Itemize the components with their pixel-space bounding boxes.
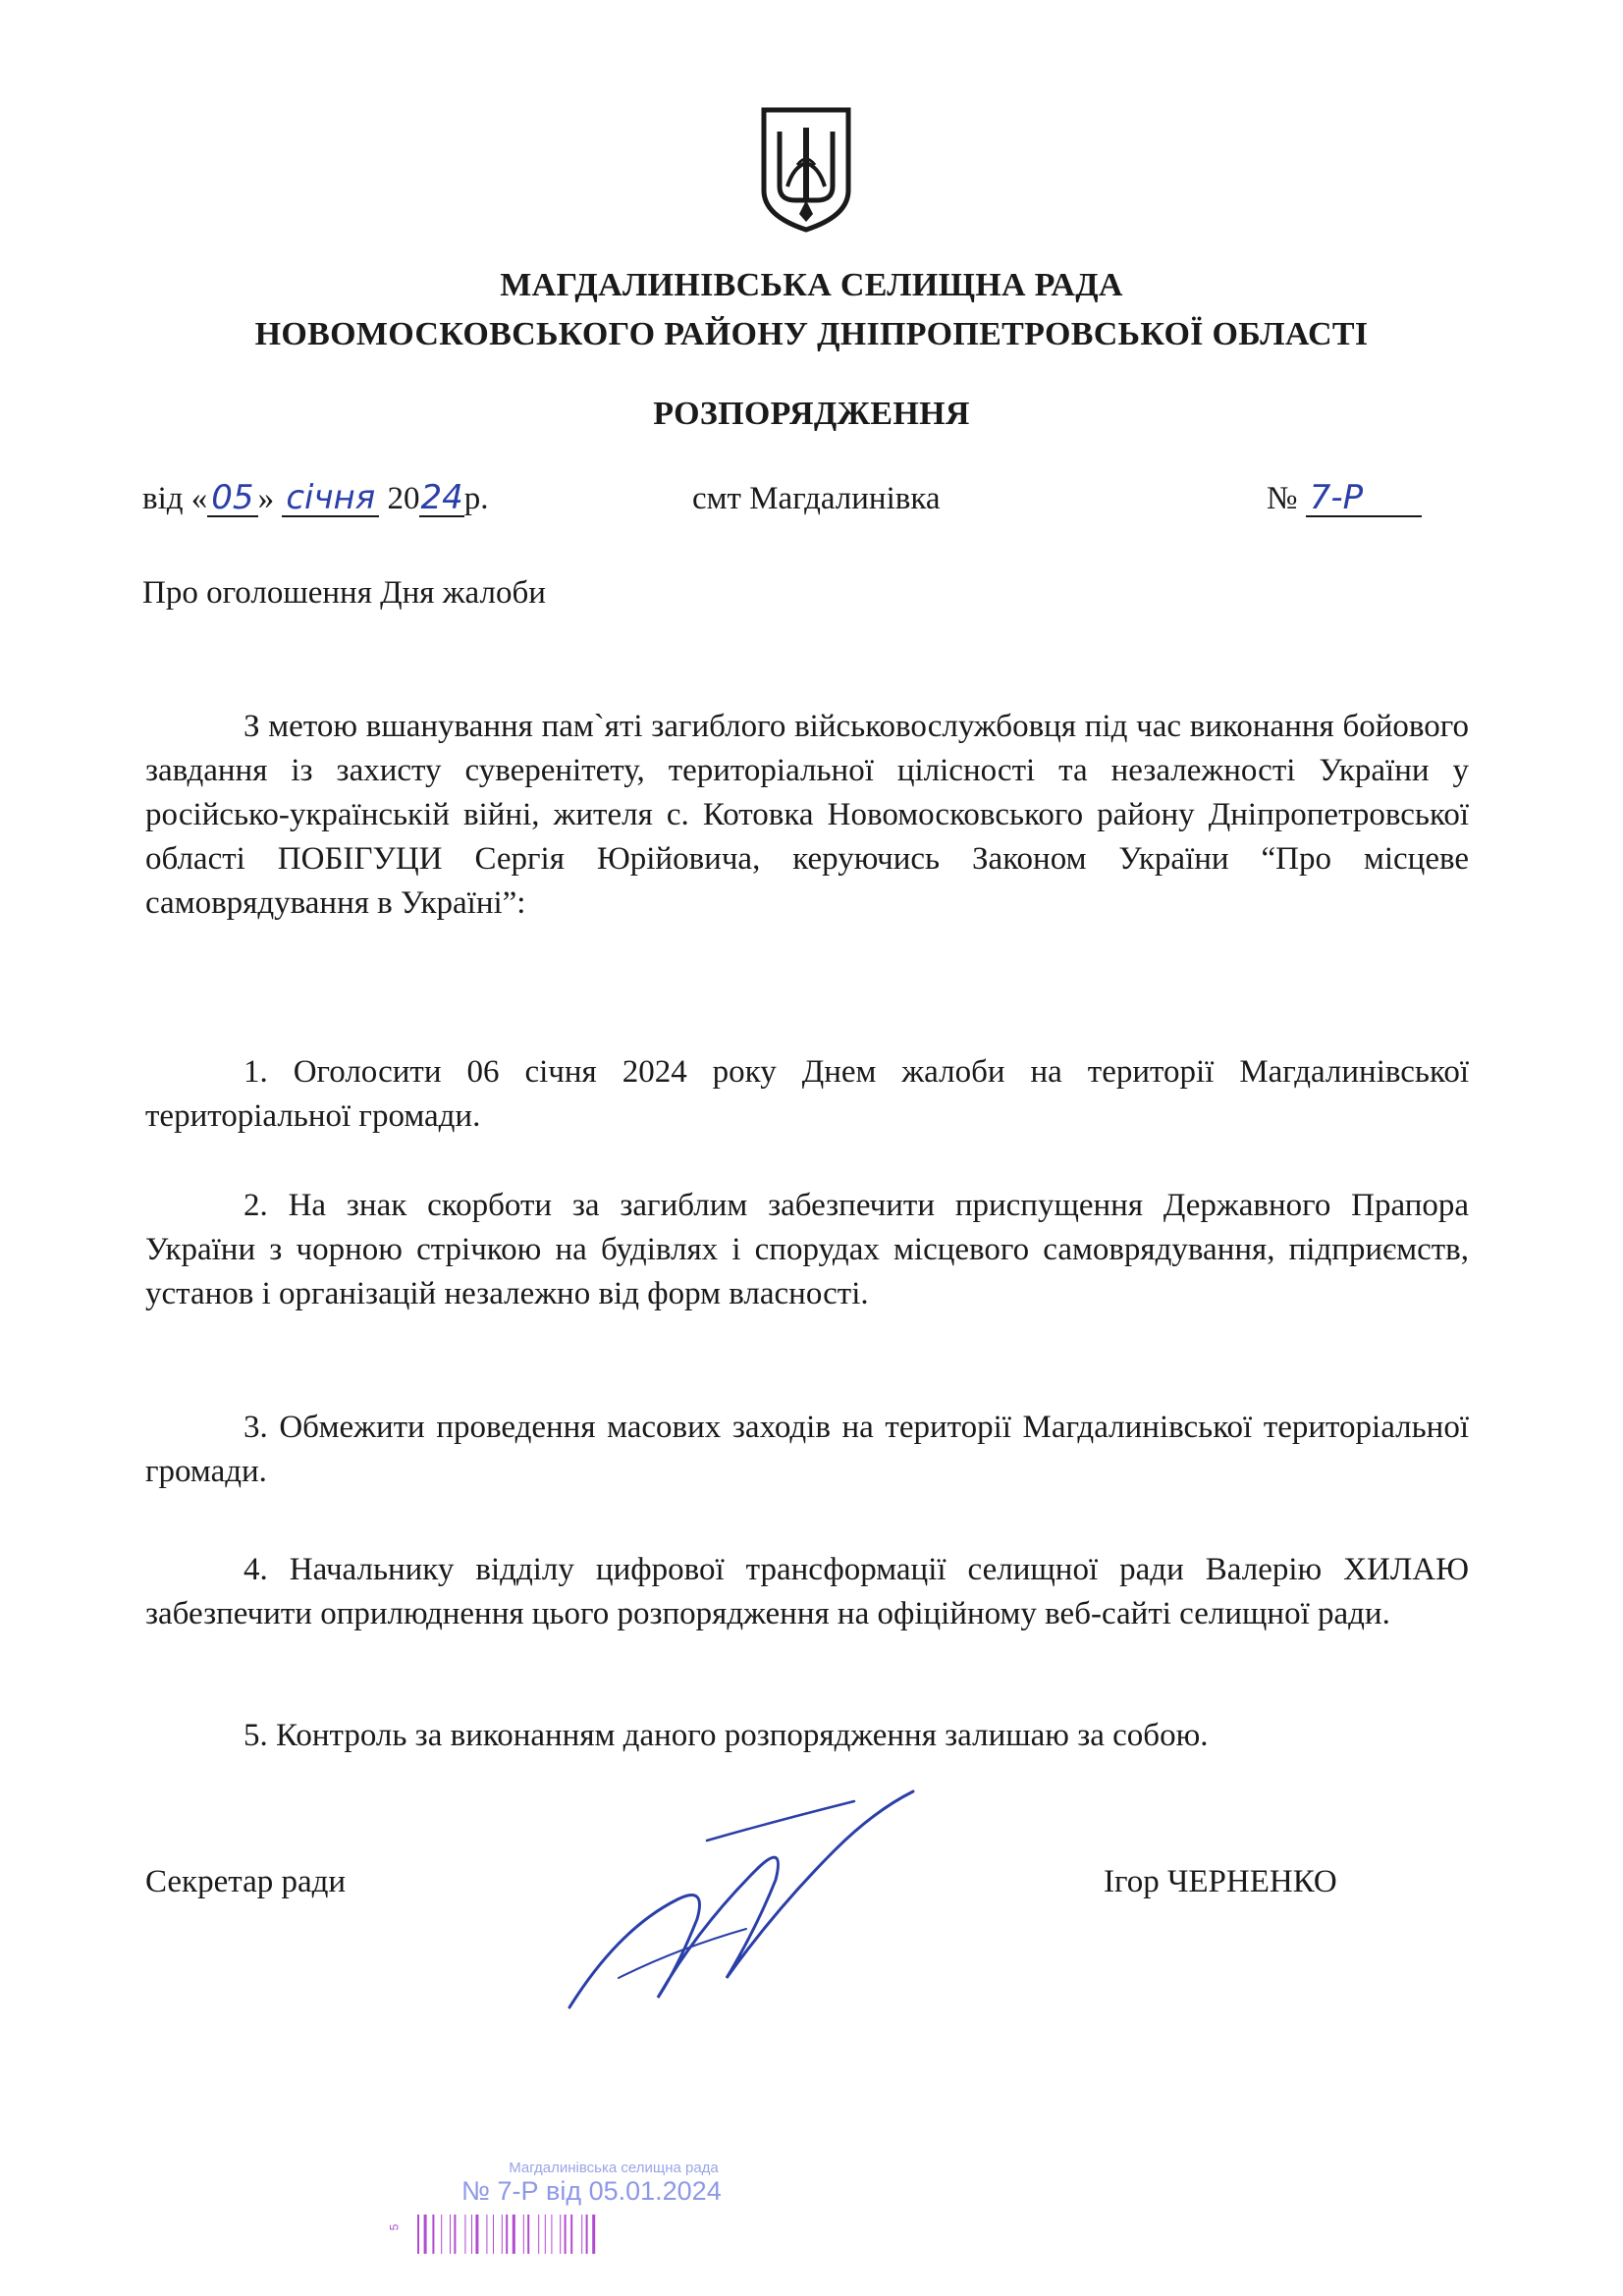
barcode-bar [475,2215,478,2254]
barcode-bar [493,2215,494,2254]
trident-coat-of-arms-icon [758,106,854,234]
barcode [417,2215,712,2254]
number-handwritten: 7-Р [1306,480,1422,517]
document-number [1267,477,1422,520]
date-year-prefix: 20 [379,481,420,516]
barcode-bar [586,2215,588,2254]
order-item-4: 4. Начальнику відділу цифрової трансформації селищної ради Валерію ХИЛАЮ забезпечити оприлюднення цього розпорядження на офіційному веб-сайті селищної ради. [145,1552,1469,1631]
barcode-bar [502,2215,503,2254]
place-label: смт Магдалинівка [692,481,941,516]
barcode-digit: 5 [387,2223,402,2231]
intro-paragraph: З метою вшанування пам`яті загиблого військовослужбовця під час виконання бойового завдання із захисту суверенітету, територіальної цілісності та незалежності України у російсько-українській війні, жителя с. Котовка Новомосковського району Дніпропетровської області ПОБІГУЦИ Сергія Юрійовича, керуючись Законом України “Про місцеве самоврядування в Україні”: [145,709,1469,921]
barcode-bar [560,2215,561,2254]
barcode-bar [441,2215,442,2254]
barcode-bar [551,2215,552,2254]
barcode-bar [464,2215,465,2254]
council-heading: МАГДАЛИНІВСЬКА СЕЛИЩНА РАДА [500,267,1123,303]
barcode-bar [486,2215,487,2254]
barcode-bar [471,2215,472,2254]
order-item-5: 5. Контроль за виконанням даного розпорядження залишаю за собою. [243,1718,1209,1753]
date-prefix: від « [142,481,208,516]
barcode-bar [432,2215,434,2254]
barcode-bar [450,2215,451,2254]
barcode-bar [538,2215,539,2254]
barcode-bar [417,2215,419,2254]
date-line [142,477,489,520]
stamp-organization: Магдалинівська селищна рада [509,2160,719,2176]
barcode-bar [570,2215,572,2254]
date-year-handwritten: 24 [420,478,463,517]
handwritten-signature [560,1782,923,2027]
barcode-bar [527,2215,529,2254]
barcode-bar [565,2215,567,2254]
document-type-heading: РОЗПОРЯДЖЕННЯ [653,396,970,432]
order-item-3: 3. Обмежити проведення масових заходів на території Магдалинівської територіальної громади. [145,1410,1469,1489]
signatory-name: Ігор ЧЕРНЕНКО [1104,1864,1337,1899]
subject-line: Про оголошення Дня жалоби [142,575,546,611]
date-month-handwritten: січня [282,480,379,517]
barcode-bar [454,2215,456,2254]
order-item-1: 1. Оголосити 06 січня 2024 року Днем жалоби на території Магдалинівської територіальної громади. [145,1054,1469,1134]
barcode-bar [523,2215,524,2254]
date-day-handwritten: 05 [207,480,257,517]
order-item-2: 2. На знак скорботи за загиблим забезпечити приспущення Державного Прапора України з чорною стрічкою на будівлях і спорудах місцевого самоврядування, підприємств, установ і організацій незалежно від форм власності. [145,1188,1469,1311]
barcode-bar [424,2215,427,2254]
barcode-bar [506,2215,508,2254]
signatory-title: Секретар ради [145,1864,347,1899]
barcode-bar [545,2215,546,2254]
registration-stamp [461,2160,746,2207]
district-heading: НОВОМОСКОВСЬКОГО РАЙОНУ ДНІПРОПЕТРОВСЬКОЇ ОБЛАСТІ [254,316,1369,352]
stamp-registration-number: № 7-Р від 05.01.2024 [461,2176,722,2206]
barcode-bar [592,2215,595,2254]
barcode-bar [581,2215,582,2254]
date-year-end: р. [463,481,489,516]
date-mid: » [257,481,283,516]
barcode-bar [513,2215,515,2254]
number-prefix: № [1267,481,1306,516]
